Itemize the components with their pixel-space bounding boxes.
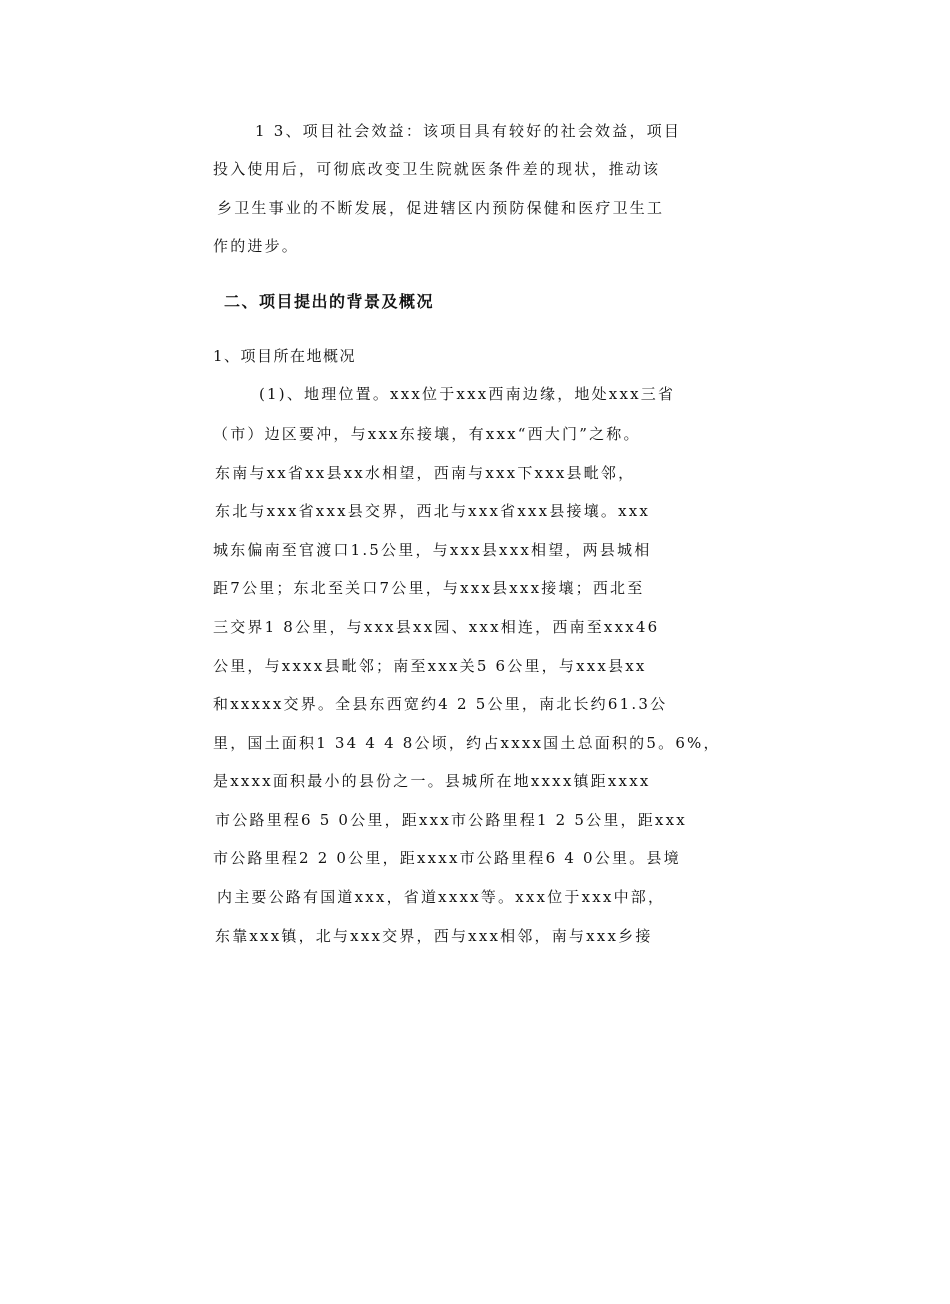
paragraph-line: (1)、地理位置。xxx位于xxx西南边缘，地处xxx三省 xyxy=(259,385,676,403)
paragraph-line: 城东偏南至官渡口1.5公里，与xxx县xxx相望，两县城相 xyxy=(213,541,652,559)
paragraph-line: 距7公里；东北至关口7公里，与xxx县xxx接壤；西北至 xyxy=(213,579,645,597)
paragraph-line: 是xxxx面积最小的县份之一。县城所在地xxxx镇距xxxx xyxy=(213,772,651,790)
paragraph-line: 内主要公路有国道xxx，省道xxxx等。xxx位于xxx中部， xyxy=(217,888,666,906)
paragraph-line: 公里，与xxxx县毗邻；南至xxx关5 6公里，与xxx县xx xyxy=(213,657,647,675)
paragraph-line: 市公路里程2 2 0公里，距xxxx市公路里程6 4 0公里。县境 xyxy=(213,849,681,867)
paragraph-line: 东靠xxx镇，北与xxx交界，西与xxx相邻，南与xxx乡接 xyxy=(215,927,653,945)
section-heading: 二、项目提出的背景及概况 xyxy=(224,292,435,311)
paragraph-line: 三交界1 8公里，与xxx县xx园、xxx相连，西南至xxx46 xyxy=(213,618,660,636)
paragraph-line: 和xxxxx交界。全县东西宽约4 2 5公里，南北长约61.3公 xyxy=(213,695,668,713)
paragraph-line: 1 3、项目社会效益：该项目具有较好的社会效益，项目 xyxy=(255,122,682,140)
paragraph-line: 投入使用后，可彻底改变卫生院就医条件差的现状，推动该 xyxy=(213,160,661,178)
subsection-heading: 1、项目所在地概况 xyxy=(213,347,357,365)
paragraph-line: （市）边区要冲，与xxx东接壤，有xxx“西大门”之称。 xyxy=(213,425,641,443)
paragraph-line: 市公路里程6 5 0公里，距xxx市公路里程1 2 5公里，距xxx xyxy=(215,811,687,829)
paragraph-line: 作的进步。 xyxy=(213,237,300,255)
paragraph-line: 乡卫生事业的不断发展，促进辖区内预防保健和医疗卫生工 xyxy=(217,199,665,217)
paragraph-line: 东北与xxx省xxx县交界，西北与xxx省xxx县接壤。xxx xyxy=(215,502,651,520)
paragraph-line: 里，国土面积1 34 4 4 8公顷，约占xxxx国土总面积的5。6%， xyxy=(213,734,721,752)
paragraph-line: 东南与xx省xx县xx水相望，西南与xxx下xxx县毗邻， xyxy=(215,464,636,482)
